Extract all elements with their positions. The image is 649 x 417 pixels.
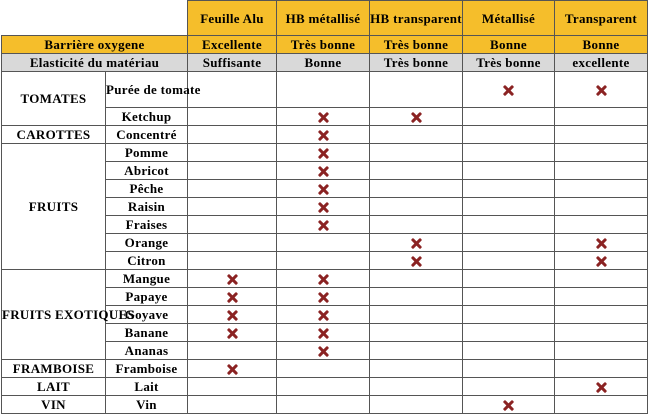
compat-cell bbox=[555, 396, 648, 414]
compat-cell bbox=[370, 198, 463, 216]
cross-mark-icon bbox=[318, 310, 329, 321]
product-label: Pomme bbox=[106, 144, 188, 162]
compat-cell bbox=[555, 162, 648, 180]
product-label: Concentré bbox=[106, 126, 188, 144]
compat-cell bbox=[555, 252, 648, 270]
compat-cell bbox=[463, 198, 555, 216]
product-label: Goyave bbox=[106, 306, 188, 324]
elasticity-value: excellente bbox=[555, 54, 648, 72]
compat-cell bbox=[555, 324, 648, 342]
cross-mark-icon bbox=[318, 220, 329, 231]
compat-cell bbox=[370, 126, 463, 144]
compat-cell bbox=[463, 216, 555, 234]
barrier-row bbox=[2, 36, 648, 54]
compat-cell bbox=[463, 234, 555, 252]
elasticity-value: Bonne bbox=[277, 54, 370, 72]
compat-cell bbox=[555, 198, 648, 216]
compat-cell bbox=[370, 252, 463, 270]
compat-cell bbox=[370, 378, 463, 396]
compat-cell bbox=[370, 360, 463, 378]
compat-cell bbox=[277, 396, 370, 414]
col-header-hb-metallise: HB métallisé bbox=[277, 1, 370, 36]
product-label: Mangue bbox=[106, 270, 188, 288]
table-row bbox=[2, 126, 648, 144]
compat-cell bbox=[188, 108, 277, 126]
compat-cell bbox=[188, 396, 277, 414]
cross-mark-icon bbox=[596, 238, 607, 249]
compat-cell bbox=[188, 288, 277, 306]
compat-cell bbox=[188, 144, 277, 162]
compat-cell bbox=[277, 360, 370, 378]
compat-cell bbox=[370, 342, 463, 360]
barrier-value: Très bonne bbox=[370, 36, 463, 54]
compat-cell bbox=[555, 360, 648, 378]
compat-cell bbox=[188, 216, 277, 234]
compat-cell bbox=[463, 396, 555, 414]
compat-cell bbox=[555, 234, 648, 252]
compat-cell bbox=[370, 180, 463, 198]
cross-mark-icon bbox=[596, 382, 607, 393]
compat-cell bbox=[188, 378, 277, 396]
compat-cell bbox=[463, 270, 555, 288]
compat-cell bbox=[188, 180, 277, 198]
table-row bbox=[2, 72, 648, 108]
compat-cell bbox=[188, 252, 277, 270]
compat-cell bbox=[370, 108, 463, 126]
cross-mark-icon bbox=[318, 148, 329, 159]
table-row bbox=[2, 396, 648, 414]
group-label: CAROTTES bbox=[2, 126, 106, 144]
group-label: LAIT bbox=[2, 378, 106, 396]
cross-mark-icon bbox=[318, 112, 329, 123]
product-label: Ananas bbox=[106, 342, 188, 360]
cross-mark-icon bbox=[227, 328, 238, 339]
compat-cell bbox=[463, 360, 555, 378]
compat-cell bbox=[370, 216, 463, 234]
product-label: Pêche bbox=[106, 180, 188, 198]
compat-cell bbox=[370, 72, 463, 108]
compat-cell bbox=[370, 144, 463, 162]
product-label: Raisin bbox=[106, 198, 188, 216]
compat-cell bbox=[370, 270, 463, 288]
compat-cell bbox=[463, 144, 555, 162]
compat-cell bbox=[370, 162, 463, 180]
compat-cell bbox=[555, 108, 648, 126]
packaging-compatibility-table bbox=[1, 0, 648, 414]
col-header-transparent: Transparent bbox=[555, 1, 648, 36]
compat-cell bbox=[463, 72, 555, 108]
compat-cell bbox=[463, 306, 555, 324]
product-label: Vin bbox=[106, 396, 188, 414]
cross-mark-icon bbox=[318, 166, 329, 177]
compat-cell bbox=[463, 180, 555, 198]
cross-mark-icon bbox=[503, 85, 514, 96]
table-row bbox=[2, 378, 648, 396]
compat-cell bbox=[370, 234, 463, 252]
compat-cell bbox=[188, 306, 277, 324]
compat-cell bbox=[555, 270, 648, 288]
compat-cell bbox=[277, 288, 370, 306]
compat-cell bbox=[188, 162, 277, 180]
compat-cell bbox=[463, 108, 555, 126]
product-label: Purée de tomate bbox=[106, 72, 188, 108]
table-row bbox=[2, 270, 648, 288]
compat-cell bbox=[463, 126, 555, 144]
product-label: Orange bbox=[106, 234, 188, 252]
group-label: FRUITS bbox=[2, 144, 106, 270]
compat-cell bbox=[277, 342, 370, 360]
product-label: Citron bbox=[106, 252, 188, 270]
compat-cell bbox=[188, 324, 277, 342]
compat-cell bbox=[463, 342, 555, 360]
compat-cell bbox=[277, 198, 370, 216]
compat-cell bbox=[277, 108, 370, 126]
compat-cell bbox=[277, 252, 370, 270]
product-label: Abricot bbox=[106, 162, 188, 180]
compat-cell bbox=[277, 72, 370, 108]
compat-cell bbox=[370, 306, 463, 324]
group-label: VIN bbox=[2, 396, 106, 414]
col-header-feuille-alu: Feuille Alu bbox=[188, 1, 277, 36]
elasticity-label: Elasticité du matériau bbox=[2, 54, 188, 72]
compat-cell bbox=[555, 288, 648, 306]
product-label: Papaye bbox=[106, 288, 188, 306]
compat-cell bbox=[277, 126, 370, 144]
compat-cell bbox=[277, 378, 370, 396]
compat-cell bbox=[277, 324, 370, 342]
compat-cell bbox=[370, 396, 463, 414]
compat-cell bbox=[277, 180, 370, 198]
compat-cell bbox=[188, 234, 277, 252]
group-label: FRAMBOISE bbox=[2, 360, 106, 378]
product-label: Fraises bbox=[106, 216, 188, 234]
header-row bbox=[2, 1, 648, 36]
elasticity-value: Très bonne bbox=[463, 54, 555, 72]
cross-mark-icon bbox=[503, 400, 514, 411]
compat-cell bbox=[555, 72, 648, 108]
col-header-metallise: Métallisé bbox=[463, 1, 555, 36]
table-row bbox=[2, 144, 648, 162]
product-label: Framboise bbox=[106, 360, 188, 378]
cross-mark-icon bbox=[318, 292, 329, 303]
compat-cell bbox=[370, 324, 463, 342]
compat-cell bbox=[555, 342, 648, 360]
barrier-value: Très bonne bbox=[277, 36, 370, 54]
cross-mark-icon bbox=[318, 328, 329, 339]
cross-mark-icon bbox=[227, 310, 238, 321]
compat-cell bbox=[277, 270, 370, 288]
compat-cell bbox=[555, 378, 648, 396]
compat-cell bbox=[188, 360, 277, 378]
compat-cell bbox=[188, 72, 277, 108]
cross-mark-icon bbox=[596, 256, 607, 267]
cross-mark-icon bbox=[411, 112, 422, 123]
cross-mark-icon bbox=[318, 202, 329, 213]
cross-mark-icon bbox=[411, 256, 422, 267]
compat-cell bbox=[277, 144, 370, 162]
barrier-value: Bonne bbox=[463, 36, 555, 54]
compat-cell bbox=[277, 306, 370, 324]
product-label: Lait bbox=[106, 378, 188, 396]
compat-cell bbox=[555, 216, 648, 234]
cross-mark-icon bbox=[318, 346, 329, 357]
cross-mark-icon bbox=[596, 85, 607, 96]
compat-cell bbox=[277, 162, 370, 180]
compat-cell bbox=[188, 270, 277, 288]
compat-cell bbox=[555, 306, 648, 324]
compat-cell bbox=[188, 126, 277, 144]
col-header-hb-transparent: HB transparent bbox=[370, 1, 463, 36]
elasticity-row bbox=[2, 54, 648, 72]
barrier-label: Barrière oxygene bbox=[2, 36, 188, 54]
compat-cell bbox=[555, 126, 648, 144]
compat-cell bbox=[463, 378, 555, 396]
compat-cell bbox=[463, 324, 555, 342]
corner-cell bbox=[2, 1, 188, 36]
compat-cell bbox=[463, 252, 555, 270]
product-label: Banane bbox=[106, 324, 188, 342]
compat-cell bbox=[277, 234, 370, 252]
cross-mark-icon bbox=[318, 130, 329, 141]
group-label: FRUITS EXOTIQUES bbox=[2, 270, 106, 360]
cross-mark-icon bbox=[227, 364, 238, 375]
compat-cell bbox=[463, 288, 555, 306]
cross-mark-icon bbox=[411, 238, 422, 249]
elasticity-value: Très bonne bbox=[370, 54, 463, 72]
compat-cell bbox=[188, 342, 277, 360]
compat-cell bbox=[277, 216, 370, 234]
compat-cell bbox=[555, 180, 648, 198]
cross-mark-icon bbox=[318, 274, 329, 285]
cross-mark-icon bbox=[227, 274, 238, 285]
table-row bbox=[2, 360, 648, 378]
elasticity-value: Suffisante bbox=[188, 54, 277, 72]
group-label: TOMATES bbox=[2, 72, 106, 126]
barrier-value: Bonne bbox=[555, 36, 648, 54]
barrier-value: Excellente bbox=[188, 36, 277, 54]
cross-mark-icon bbox=[227, 292, 238, 303]
product-label: Ketchup bbox=[106, 108, 188, 126]
compat-cell bbox=[188, 198, 277, 216]
compat-cell bbox=[463, 162, 555, 180]
compat-cell bbox=[555, 144, 648, 162]
cross-mark-icon bbox=[318, 184, 329, 195]
compat-cell bbox=[370, 288, 463, 306]
